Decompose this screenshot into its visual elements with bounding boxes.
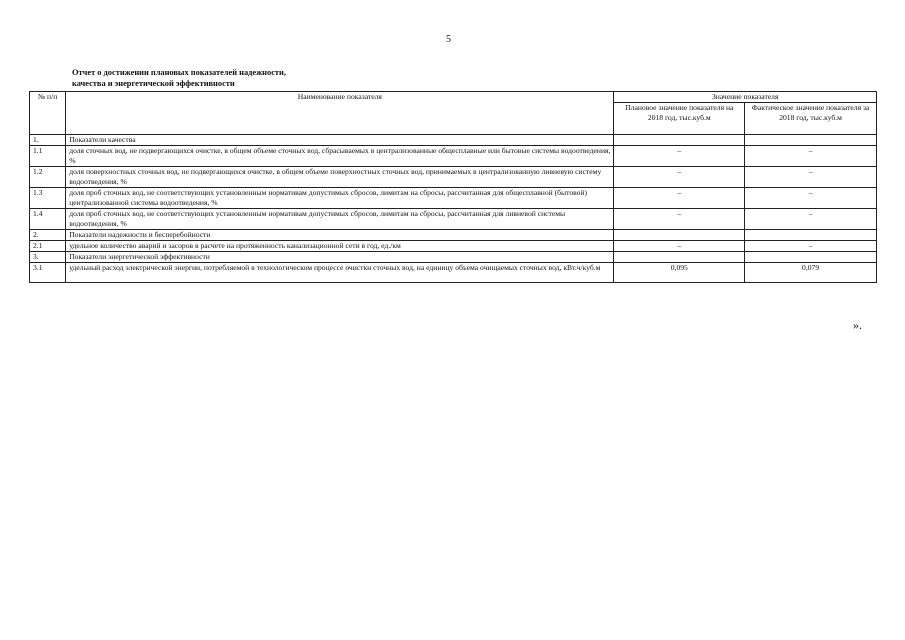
table-row	[30, 263, 877, 283]
row-indicator-name: доля поверхностных сточных вод, не подвергающихся очистке, в общем объеме поверхностных сточных вод, принимаемых в централизованную ливневую систему водоотведения, %	[66, 167, 614, 188]
table-body	[30, 135, 877, 283]
row-number: 1.1	[30, 146, 66, 167]
row-plan-value: –	[614, 209, 745, 230]
row-number: 1.3	[30, 188, 66, 209]
row-fact-value	[745, 135, 877, 146]
row-number: 1.	[30, 135, 66, 146]
row-number: 3.1	[30, 263, 66, 283]
header-number: № п/п	[30, 92, 66, 135]
row-indicator-name: удельное количество аварий и засоров в расчете на протяженность канализационной сети в год, ед./км	[66, 241, 614, 252]
header-plan-value: Плановое значение показателя на 2018 год, тыс.куб.м	[614, 103, 745, 135]
row-indicator-name: удельный расход электрической энергии, потребляемой в технологическом процессе очистки сточных вод, на единицу объема очищаемых сточных вод, кВт.ч/куб.м	[66, 263, 614, 283]
row-fact-value: 0,079	[745, 263, 877, 283]
row-plan-value: 0,095	[614, 263, 745, 283]
report-title-line-1: Отчет о достижении плановых показателей надежности,	[72, 68, 286, 77]
page-number: 5	[446, 34, 451, 45]
row-number: 2.1	[30, 241, 66, 252]
indicators-table	[29, 91, 877, 283]
table-row	[30, 252, 877, 263]
header-indicator-name: Наименование показателя	[66, 92, 614, 135]
row-fact-value: –	[745, 167, 877, 188]
row-plan-value: –	[614, 241, 745, 252]
header-indicator-value: Значение показателя	[614, 92, 877, 103]
row-fact-value: –	[745, 146, 877, 167]
row-plan-value	[614, 135, 745, 146]
row-fact-value	[745, 230, 877, 241]
row-plan-value	[614, 252, 745, 263]
row-indicator-name: доля проб сточных вод, не соответствующих установленным нормативам допустимых сбросов, лимитам на сбросы, рассчитанная для общесплавной (бытовой) централизованной системы водоотведения, %	[66, 188, 614, 209]
report-title	[72, 67, 286, 89]
table-row	[30, 230, 877, 241]
report-title-line-2: качества и энергетической эффективности	[72, 79, 235, 88]
table-row	[30, 135, 877, 146]
row-indicator-name: доля проб сточных вод, не соответствующих установленным нормативам допустимых сбросов, лимитам на сбросы, рассчитанная для ливневой системы водоотведения, %	[66, 209, 614, 230]
row-fact-value: –	[745, 209, 877, 230]
row-number: 1.2	[30, 167, 66, 188]
row-plan-value: –	[614, 167, 745, 188]
row-indicator-name: доля сточных вод, не подвергающихся очистке, в общем объеме сточных вод, сбрасываемых в централизованные общесплавные или бытовые системы водоотведения, %	[66, 146, 614, 167]
closing-quote-mark: ».	[853, 318, 862, 332]
row-number: 2.	[30, 230, 66, 241]
row-indicator-name: Показатели надежности и бесперебойности	[66, 230, 614, 241]
row-plan-value: –	[614, 188, 745, 209]
row-fact-value: –	[745, 241, 877, 252]
row-number: 3.	[30, 252, 66, 263]
row-fact-value: –	[745, 188, 877, 209]
table-row	[30, 167, 877, 188]
row-indicator-name: Показатели энергетической эффективности	[66, 252, 614, 263]
table-row	[30, 209, 877, 230]
row-fact-value	[745, 252, 877, 263]
row-plan-value	[614, 230, 745, 241]
table-row	[30, 188, 877, 209]
table-row	[30, 241, 877, 252]
row-plan-value: –	[614, 146, 745, 167]
header-fact-value: Фактическое значение показателя за 2018 год, тыс.куб.м	[745, 103, 877, 135]
row-number: 1.4	[30, 209, 66, 230]
table-row	[30, 146, 877, 167]
row-indicator-name: Показатели качества	[66, 135, 614, 146]
